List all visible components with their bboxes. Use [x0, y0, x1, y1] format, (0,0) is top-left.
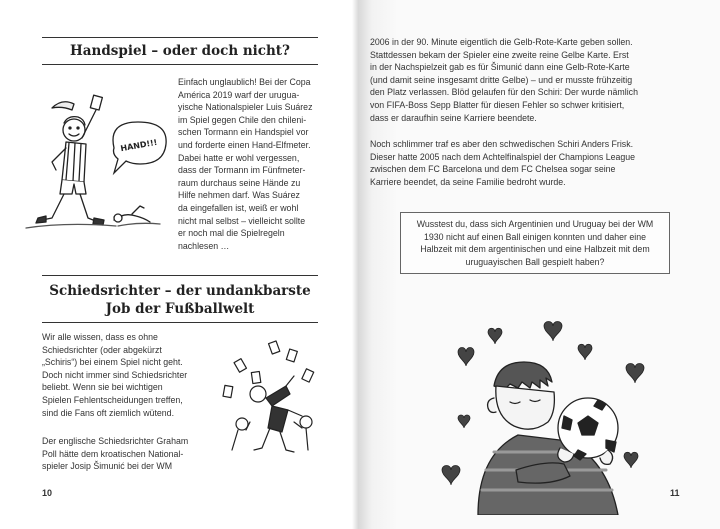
section2-title-line2: Job der Fußballwelt — [105, 301, 255, 317]
section1-bottom-rule — [42, 64, 318, 65]
page-number-left: 10 — [42, 488, 53, 498]
left-page — [0, 0, 358, 529]
boy-kissing-ball-illustration — [438, 320, 658, 515]
section2-top-rule — [42, 275, 318, 276]
heart-icon — [624, 452, 638, 468]
right-para2: Noch schlimmer traf es aber den schwedischen Schiri Anders Frisk. Dieser hatte 2005 nach dem Achtelfinalspiel der Champions League zwischen dem FC Barcelona und dem FC Chelsea sogar seine Karriere beendet, da seine Familie bedroht wurde. — [370, 139, 636, 187]
referee-cards-illustration — [212, 336, 332, 466]
speech-bubble — [113, 122, 166, 173]
heart-icon — [458, 348, 474, 367]
fact-box — [400, 212, 670, 274]
heart-icon — [488, 328, 502, 344]
section2-bottom-rule — [42, 322, 318, 323]
section1-title: Handspiel – oder doch nicht? — [70, 43, 290, 59]
heart-icon — [626, 364, 644, 384]
right-page — [358, 0, 720, 529]
bubble-text: HAND!!! — [119, 137, 158, 154]
section2-title-line1: Schiedsrichter – der undankbarste — [49, 283, 311, 299]
page-number-right: 11 — [670, 488, 680, 498]
heart-icon — [544, 322, 562, 342]
section1-text: Einfach unglaublich! Bei der Copa América 2019 warf der urugua- yische Nationalspieler Luis Suárez im Spiel gegen Chile den chileni- schen Tormann ein Handspiel vor und forderte einen Hand-Elfmeter. Dabei hatte er wohl vergessen, dass der Tormann im Fünfmeter- raum durchaus seine Hände zu Hilfe nehmen darf. Was Suárez da eingefallen ist, weiß er wohl nicht mal selbst – vielleicht sollte er noch mal die Spielregeln nachlesen … — [178, 77, 313, 251]
section2-text1: Wir alle wissen, dass es ohne Schiedsrichter (oder abgekürzt „Schiris“) bei einem Spiel nicht geht. Doch nicht immer sind Schiedsrichter beliebt. Wenn sie bei wichtigen Spielen Fehlentscheidungen treffen, sind die Fans oft ziemlich wütend. — [42, 332, 188, 418]
heart-icon — [458, 415, 470, 428]
right-para1: 2006 in der 90. Minute eigentlich die Gelb-Rote-Karte geben sollen. Stattdessen bekam der Spieler eine zweite reine Gelbe Karte. Erst in der Nachspielzeit gab es für Šimunić dann eine Gelb-Rote-Karte (und damit seine insgesamt dritte Gelbe) – und er musste frühzeitig den Platz verlassen. Blöd gelaufen für den Schiri: Der wurde nämlich von FIFA-Boss Sepp Blatter für diesen Fehler so schwer kritisiert, dass er daraufhin seine Karriere beendete. — [370, 37, 638, 123]
section2-text2: Der englische Schiedsrichter Graham Poll hätte dem kroatischen National- spieler Josip Šimunić bei der WM — [42, 436, 189, 472]
heart-icon — [442, 466, 460, 486]
fact-box-text: Wusstest du, dass sich Argentinien und Uruguay bei der WM 1930 nicht auf einen Ball einigen konnten und daher eine Halbzeit mit dem argentinischen und eine Halbzeit mit dem uruguayischen Ball gespielt haben? — [416, 219, 654, 267]
player-hand-claim-illustration — [22, 90, 170, 240]
section1-top-rule — [42, 37, 318, 38]
section2-title — [42, 282, 318, 318]
heart-icon — [578, 344, 592, 360]
